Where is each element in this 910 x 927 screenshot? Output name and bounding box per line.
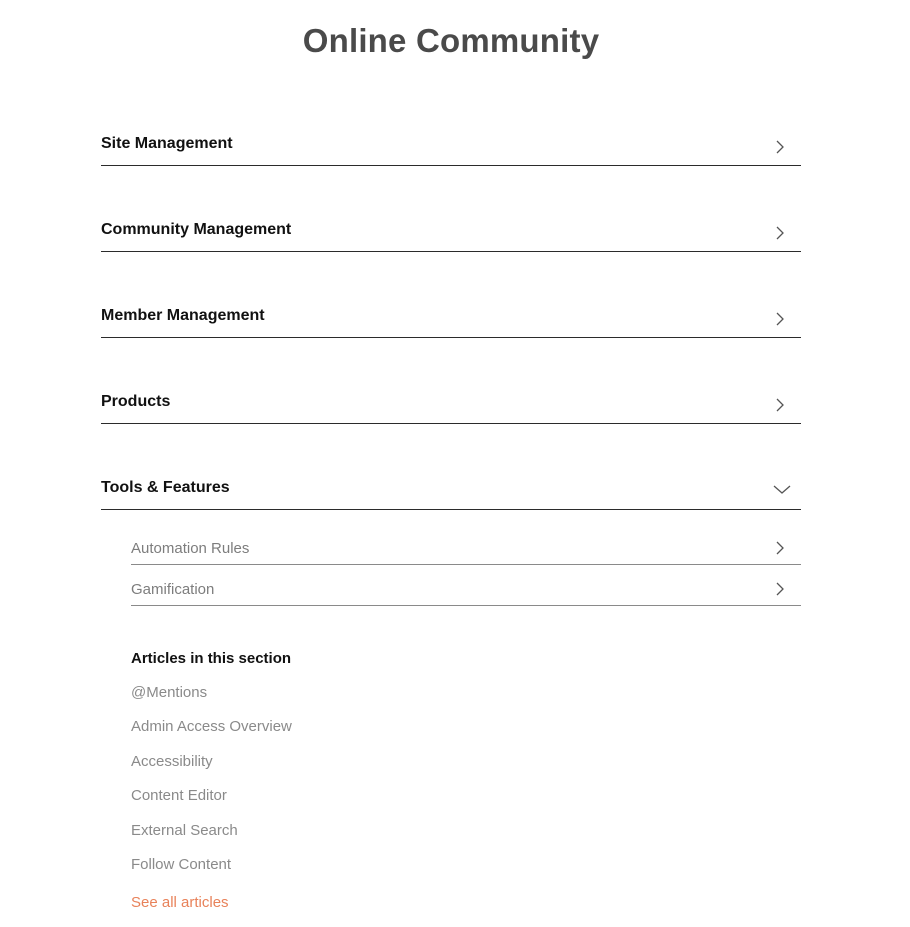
subsection-automation-rules[interactable] xyxy=(131,524,801,565)
article-link-external-search[interactable]: External Search xyxy=(131,822,238,839)
article-link-admin-access-overview[interactable]: Admin Access Overview xyxy=(131,718,292,735)
section-member-management[interactable] xyxy=(101,252,801,338)
article-link-accessibility[interactable]: Accessibility xyxy=(131,753,213,770)
section-products[interactable] xyxy=(101,338,801,424)
article-link-mentions[interactable]: @Mentions xyxy=(131,684,208,701)
section-site-management[interactable] xyxy=(101,80,801,166)
chevron-down-icon xyxy=(773,482,791,496)
section-community-management[interactable] xyxy=(101,166,801,252)
section-label: Products xyxy=(101,393,171,410)
chevron-right-icon xyxy=(773,582,787,596)
subsection-label: Automation Rules xyxy=(131,540,250,557)
section-label: Tools & Features xyxy=(101,479,230,496)
chevron-right-icon xyxy=(773,226,787,240)
articles-heading: Articles in this section xyxy=(131,650,292,667)
page-title: Online Community xyxy=(302,22,600,59)
subsection-gamification[interactable] xyxy=(131,565,801,606)
chevron-right-icon xyxy=(773,140,787,154)
subsection-label: Gamification xyxy=(131,581,215,598)
section-tools-features[interactable] xyxy=(101,424,801,510)
chevron-right-icon xyxy=(773,312,787,326)
see-all-articles-link[interactable]: See all articles xyxy=(131,894,229,911)
section-label: Community Management xyxy=(101,221,292,238)
section-label: Member Management xyxy=(101,307,265,324)
section-label: Site Management xyxy=(101,135,233,152)
chevron-right-icon xyxy=(773,398,787,412)
article-link-content-editor[interactable]: Content Editor xyxy=(131,787,227,804)
article-link-follow-content[interactable]: Follow Content xyxy=(131,856,232,873)
chevron-right-icon xyxy=(773,541,787,555)
